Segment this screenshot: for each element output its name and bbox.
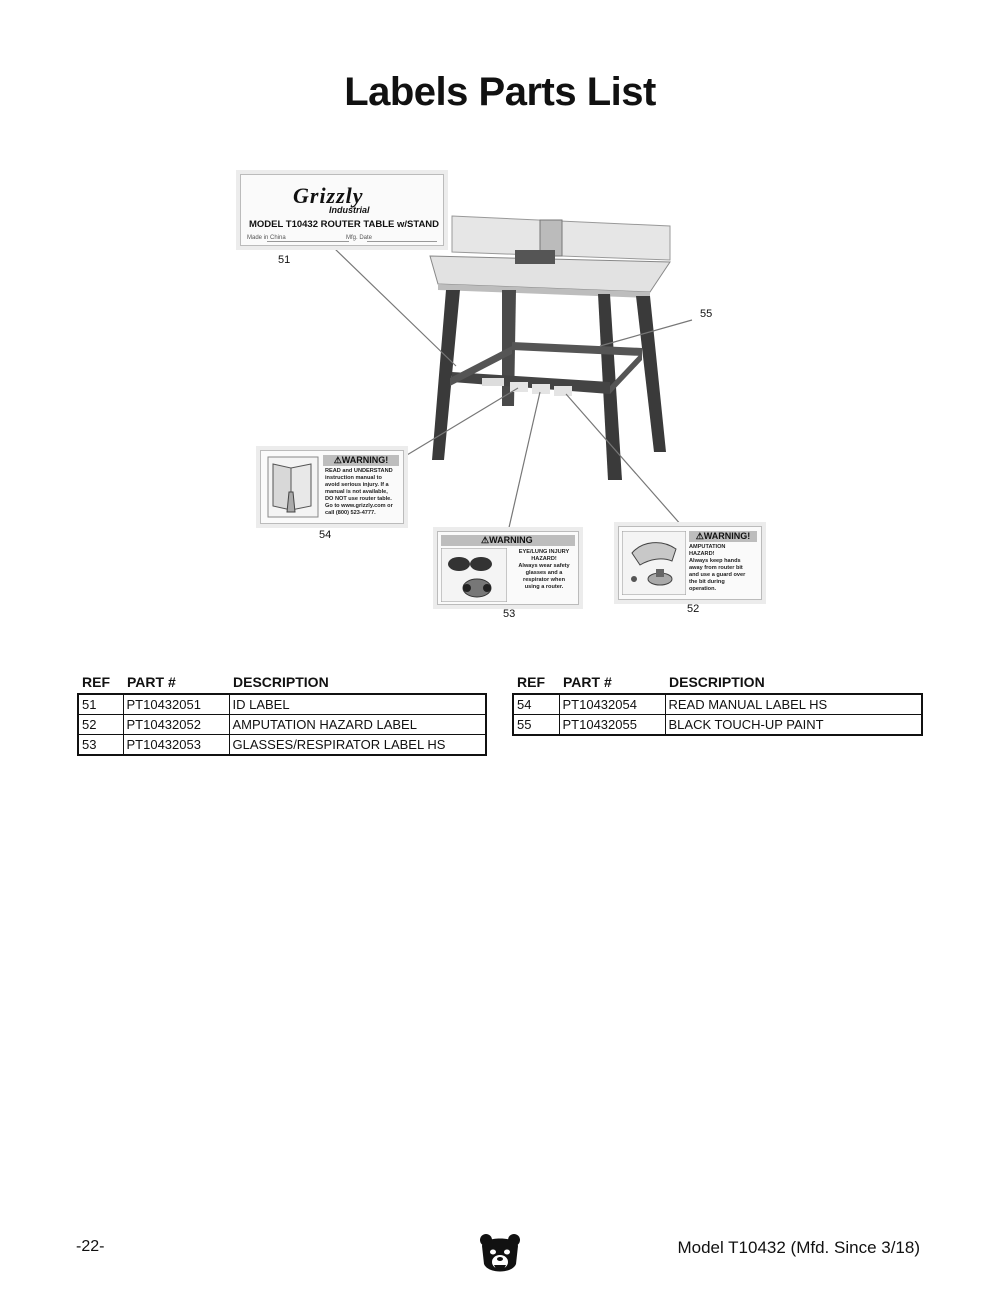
label-52-body: AMPUTATION HAZARD! Always keep hands away from router bit and use a guard over the bit during operation. <box>689 544 746 592</box>
part-cell: PT10432054 <box>559 694 665 715</box>
callout-51: 51 <box>278 254 291 266</box>
table-row <box>78 694 486 715</box>
desc-cell: GLASSES/RESPIRATOR LABEL HS <box>229 735 486 756</box>
id-label-51 <box>240 174 444 246</box>
brand-sub: Industrial <box>329 205 370 215</box>
col-ref-header: REF <box>82 673 110 690</box>
parts-table-left <box>77 671 487 756</box>
label-52-header: ⚠WARNING! <box>689 531 757 542</box>
warning-label-53 <box>437 531 579 605</box>
manual-book-icon <box>267 456 319 518</box>
col-desc-header: DESCRIPTION <box>233 673 329 690</box>
part-cell: PT10432055 <box>559 715 665 736</box>
ref-cell: 54 <box>513 694 559 715</box>
label-53-header: ⚠WARNING <box>441 535 575 546</box>
desc-cell: READ MANUAL LABEL HS <box>665 694 922 715</box>
callout-55: 55 <box>700 308 713 320</box>
hand-router-bit-icon <box>622 531 686 595</box>
part-cell: PT10432051 <box>123 694 229 715</box>
id-made-in: Made in China <box>247 235 286 241</box>
page-title: Labels Parts List <box>344 70 656 114</box>
table-row <box>513 694 922 715</box>
ref-cell: 53 <box>78 735 123 756</box>
col-part-header: PART # <box>127 673 176 690</box>
parts-table-right <box>512 671 923 736</box>
warning-label-52 <box>618 526 762 600</box>
ref-cell: 55 <box>513 715 559 736</box>
label-54-body: READ and UNDERSTAND instruction manual to avoid serious injury. If a manual is not available, DO NOT use router table. Go to www.grizzly.com or call (800) 523-4777. <box>325 468 393 516</box>
col-ref-header: REF <box>517 673 545 690</box>
label-53-body: EYE/LUNG INJURY HAZARD! Always wear safety glasses and a respirator when using a router. <box>518 549 570 590</box>
model-footer: Model T10432 (Mfd. Since 3/18) <box>677 1238 920 1257</box>
glasses-respirator-icon <box>441 548 507 602</box>
part-cell: PT10432053 <box>123 735 229 756</box>
table-row <box>78 715 486 735</box>
page-number: -22- <box>76 1238 105 1255</box>
labels-figure <box>230 160 770 640</box>
part-cell: PT10432052 <box>123 715 229 735</box>
callout-53: 53 <box>503 608 516 620</box>
id-model-line: MODEL T10432 ROUTER TABLE w/STAND <box>249 219 440 230</box>
table-row <box>513 715 922 736</box>
id-mfg-date: Mfg. Date <box>346 235 373 241</box>
warning-label-54 <box>260 450 404 524</box>
desc-cell: BLACK TOUCH-UP PAINT <box>665 715 922 736</box>
col-part-header: PART # <box>563 673 612 690</box>
grizzly-bear-logo-icon <box>478 1232 522 1278</box>
label-54-header: ⚠WARNING! <box>323 455 399 466</box>
desc-cell: AMPUTATION HAZARD LABEL <box>229 715 486 735</box>
callout-52: 52 <box>687 603 700 615</box>
ref-cell: 51 <box>78 694 123 715</box>
col-desc-header: DESCRIPTION <box>669 673 765 690</box>
table-row <box>78 735 486 756</box>
ref-cell: 52 <box>78 715 123 735</box>
callout-54: 54 <box>319 529 332 541</box>
desc-cell: ID LABEL <box>229 694 486 715</box>
brand-logo: Grizzly <box>293 183 364 208</box>
